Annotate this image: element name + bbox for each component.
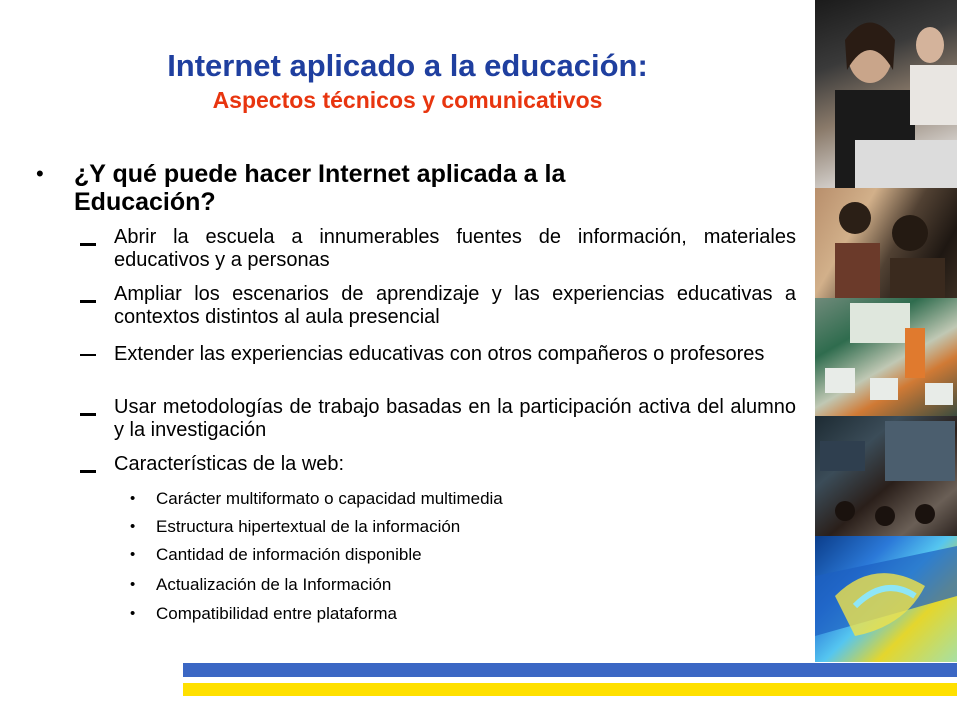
bullet-dot: •: [130, 518, 136, 535]
bullet-dot: •: [130, 490, 136, 507]
decorative-blue-bar: [183, 663, 957, 677]
classroom-illustration: [815, 298, 957, 416]
web-feature-text: Cantidad de información disponible: [156, 545, 422, 564]
decorative-yellow-bar: [183, 683, 957, 696]
bullet-dot: •: [130, 576, 136, 593]
web-feature-text: Actualización de la Información: [156, 575, 392, 594]
photo-classroom: [815, 298, 957, 416]
web-feature-text: Carácter multiformato o capacidad multimedia: [156, 489, 503, 508]
list-item-text: Ampliar los escenarios de aprendizaje y las experiencias educativas a contextos distintos al aula presencial: [114, 283, 796, 328]
photo-conference: [815, 416, 957, 536]
title-block: [0, 47, 815, 115]
list-item-text: Abrir la escuela a innumerables fuentes de información, materiales educativos y a personas: [114, 226, 796, 271]
photo-students: [815, 188, 957, 298]
computer-users-illustration: [815, 0, 957, 188]
web-feature-text: Compatibilidad entre plataforma: [156, 604, 397, 623]
list-item-text: Usar metodologías de trabajo basadas en la participación activa del alumno y la investigación: [114, 396, 796, 441]
photo-computer-users: [815, 0, 957, 188]
slide-subtitle: Aspectos técnicos y comunicativos: [212, 87, 603, 113]
list-item-text: Características de la web:: [114, 453, 345, 475]
photo-strip: [815, 0, 957, 662]
keyboard-hand-illustration: [815, 536, 957, 662]
main-question-line1: ¿Y qué puede hacer Internet aplicada a la: [74, 160, 566, 188]
conference-illustration: [815, 416, 957, 536]
main-question-line2: Educación?: [74, 188, 216, 216]
bullet-dot: •: [130, 605, 136, 622]
students-illustration: [815, 188, 957, 298]
bullet-dot: •: [130, 546, 136, 563]
photo-keyboard-hand: [815, 536, 957, 662]
bullet-dot: •: [36, 161, 44, 186]
web-feature-text: Estructura hipertextual de la información: [156, 517, 461, 536]
list-item-text: Extender las experiencias educativas con otros compañeros o profesores: [114, 343, 765, 365]
slide-title: Internet aplicado a la educación:: [167, 48, 648, 83]
